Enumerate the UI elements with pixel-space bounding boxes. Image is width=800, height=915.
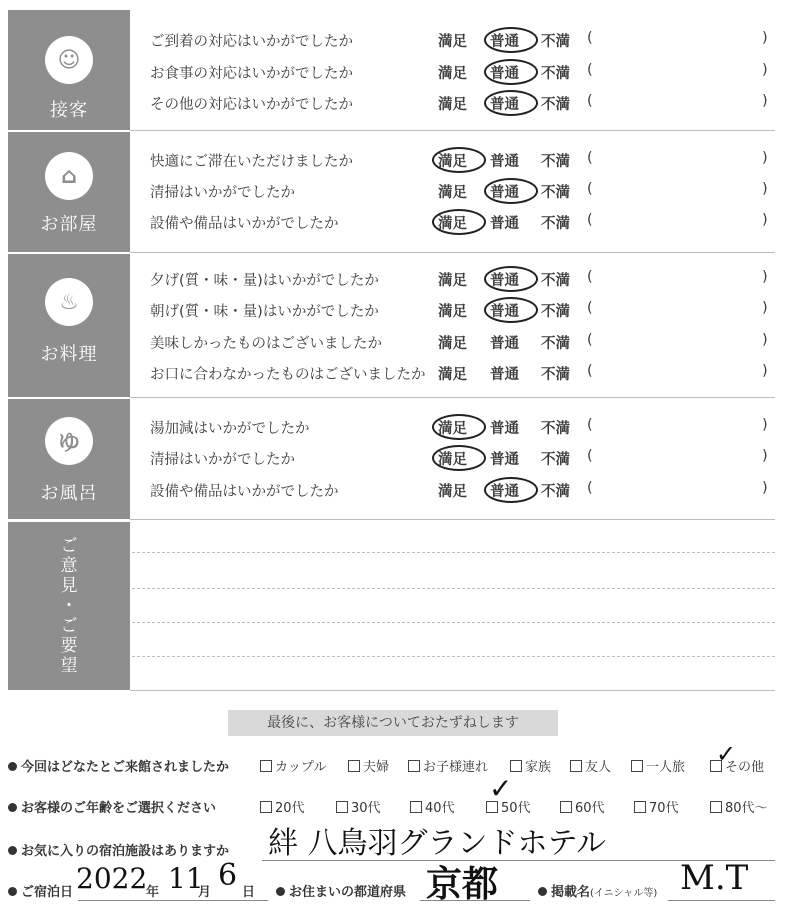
section-reception-header	[8, 10, 130, 130]
hand-drawn-circle	[432, 414, 486, 440]
choice-satisfied[interactable]: 満足	[438, 97, 467, 113]
choice-satisfied[interactable]: 満足	[438, 216, 467, 232]
option-checkbox[interactable]: 30代	[336, 797, 381, 816]
choice-dissatisfied[interactable]: 不満	[541, 336, 570, 352]
open-paren: (	[587, 300, 593, 316]
option-checkbox[interactable]: 50代	[486, 797, 531, 816]
question-text: その他の対応はいかがでしたか	[150, 97, 353, 113]
choice-normal[interactable]: 普通	[490, 66, 519, 82]
checkbox-icon[interactable]	[560, 801, 572, 813]
survey-row	[150, 150, 775, 174]
close-paren: )	[762, 417, 768, 433]
survey-row	[150, 62, 775, 86]
question-text: 清掃はいかがでしたか	[150, 185, 295, 201]
open-paren: (	[587, 363, 593, 379]
question-text: お食事の対応はいかがでしたか	[150, 66, 353, 82]
option-checkbox[interactable]: 家族	[510, 756, 551, 775]
hand-drawn-circle	[484, 477, 538, 503]
checkbox-icon[interactable]	[408, 760, 420, 772]
option-checkbox[interactable]: 一人旅	[631, 756, 685, 775]
option-checkbox[interactable]: カップル	[260, 756, 326, 775]
choice-dissatisfied[interactable]: 不満	[541, 484, 570, 500]
close-paren: )	[762, 448, 768, 464]
close-paren: )	[762, 150, 768, 166]
hand-drawn-circle	[484, 90, 538, 116]
person-icon: ☺	[45, 36, 93, 84]
choice-dissatisfied[interactable]: 不満	[541, 421, 570, 437]
choice-dissatisfied[interactable]: 不満	[541, 66, 570, 82]
choice-normal[interactable]: 普通	[490, 34, 519, 50]
question-text: 清掃はいかがでしたか	[150, 452, 295, 468]
section-room-header	[8, 132, 130, 252]
option-checkbox[interactable]: 夫婦	[348, 756, 389, 775]
choice-dissatisfied[interactable]: 不満	[541, 97, 570, 113]
meal-icon: ♨	[45, 278, 93, 326]
survey-row	[150, 93, 775, 117]
check-mark: ✓	[716, 740, 737, 768]
survey-row	[150, 30, 775, 54]
option-checkbox[interactable]: 80代〜	[710, 797, 768, 816]
date-question: ご宿泊日	[8, 881, 73, 900]
open-paren: (	[587, 480, 593, 496]
hand-drawn-circle	[484, 59, 538, 85]
choice-satisfied[interactable]: 満足	[438, 421, 467, 437]
open-paren: (	[587, 332, 593, 348]
question-text: 設備や備品はいかがでしたか	[150, 484, 339, 500]
open-paren: (	[587, 62, 593, 78]
choice-dissatisfied[interactable]: 不満	[541, 367, 570, 383]
checkbox-icon[interactable]	[336, 801, 348, 813]
open-paren: (	[587, 212, 593, 228]
close-paren: )	[762, 181, 768, 197]
date-month[interactable]: 11	[168, 862, 204, 895]
hand-drawn-circle	[432, 147, 486, 173]
survey-row	[150, 212, 775, 236]
choice-normal[interactable]: 普通	[490, 452, 519, 468]
section-bath-header	[8, 399, 130, 519]
date-day[interactable]: 6	[218, 858, 238, 893]
prefecture-answer[interactable]: 京都	[426, 863, 499, 905]
option-checkbox[interactable]: 20代	[260, 797, 305, 816]
close-paren: )	[762, 30, 768, 46]
section-meal-header	[8, 254, 130, 397]
question-text: 湯加減はいかがでしたか	[150, 421, 310, 437]
question-text: ご到着の対応はいかがでしたか	[150, 34, 353, 50]
option-checkbox[interactable]: 70代	[634, 797, 679, 816]
choice-dissatisfied[interactable]: 不満	[541, 185, 570, 201]
checkbox-icon[interactable]	[710, 801, 722, 813]
section-title: お部屋	[40, 214, 98, 235]
choice-normal[interactable]: 普通	[490, 154, 519, 170]
close-paren: )	[762, 480, 768, 496]
answer-line	[78, 900, 268, 901]
hand-drawn-circle	[432, 209, 486, 235]
hand-drawn-circle	[484, 178, 538, 204]
visit-question: 今回はどなたとご来館されましたか	[8, 756, 229, 775]
choice-normal[interactable]: 普通	[490, 216, 519, 232]
room-icon: ⌂	[45, 152, 93, 200]
choice-normal[interactable]: 普通	[490, 336, 519, 352]
choice-normal[interactable]: 普通	[490, 185, 519, 201]
question-text: お口に合わなかったものはございましたか	[150, 367, 426, 383]
comment-line[interactable]	[132, 588, 775, 589]
age-question: お客様のご年齢をご選択ください	[8, 797, 216, 816]
comment-line[interactable]	[132, 656, 775, 657]
check-mark: ✓	[489, 772, 513, 805]
hand-drawn-circle	[484, 27, 538, 53]
option-checkbox[interactable]: 60代	[560, 797, 605, 816]
close-paren: )	[762, 62, 768, 78]
comment-line[interactable]	[132, 552, 775, 553]
checkbox-icon[interactable]	[260, 801, 272, 813]
answer-line	[668, 900, 775, 901]
open-paren: (	[587, 30, 593, 46]
choice-dissatisfied[interactable]: 不満	[541, 452, 570, 468]
date-year[interactable]: 2022	[76, 862, 148, 895]
survey-row	[150, 417, 775, 441]
close-paren: )	[762, 212, 768, 228]
open-paren: (	[587, 181, 593, 197]
section-title: お料理	[40, 344, 98, 365]
checkbox-icon[interactable]	[410, 801, 422, 813]
choice-satisfied[interactable]: 満足	[438, 452, 467, 468]
closing-banner: 最後に、お客様についておたずねします	[228, 710, 558, 736]
choice-satisfied[interactable]: 満足	[438, 154, 467, 170]
survey-row	[150, 448, 775, 472]
question-text: 朝げ(質・味・量)はいかがでしたか	[150, 304, 379, 320]
open-paren: (	[587, 93, 593, 109]
comments-header: ご 意 見 ・ ご 要 望	[8, 522, 130, 690]
comment-line[interactable]	[132, 622, 775, 623]
question-text: 快適にご滞在いただけましたか	[150, 154, 353, 170]
survey-row	[150, 363, 775, 387]
option-checkbox[interactable]: 40代	[410, 797, 455, 816]
question-text: 設備や備品はいかがでしたか	[150, 216, 339, 232]
choice-satisfied[interactable]: 満足	[438, 304, 467, 320]
choice-normal[interactable]: 普通	[490, 484, 519, 500]
choice-satisfied[interactable]: 満足	[438, 34, 467, 50]
option-checkbox[interactable]: お子様連れ	[408, 756, 488, 775]
choice-satisfied[interactable]: 満足	[438, 367, 467, 383]
choice-satisfied[interactable]: 満足	[438, 185, 467, 201]
question-text: 美味しかったものはございましたか	[150, 336, 382, 352]
hot-spring-icon: ゆ	[45, 417, 93, 465]
survey-row	[150, 269, 775, 293]
initial-answer[interactable]: M.T	[680, 858, 749, 898]
option-checkbox[interactable]: その他	[710, 756, 764, 775]
open-paren: (	[587, 269, 593, 285]
choice-satisfied[interactable]: 満足	[438, 273, 467, 289]
checkbox-icon[interactable]	[348, 760, 360, 772]
open-paren: (	[587, 150, 593, 166]
choice-normal[interactable]: 普通	[490, 421, 519, 437]
survey-row	[150, 181, 775, 205]
choice-satisfied[interactable]: 満足	[438, 336, 467, 352]
initial-question: 掲載名(イニシャル等)	[538, 881, 657, 900]
open-paren: (	[587, 417, 593, 433]
close-paren: )	[762, 269, 768, 285]
day-label: 日	[242, 885, 256, 900]
checkbox-icon[interactable]	[570, 760, 582, 772]
year-label: 年	[146, 885, 160, 900]
choice-dissatisfied[interactable]: 不満	[541, 34, 570, 50]
hand-drawn-circle	[484, 297, 538, 323]
section-title: 接客	[50, 100, 88, 121]
prefecture-question: お住まいの都道府県	[276, 881, 406, 900]
choice-normal[interactable]: 普通	[490, 304, 519, 320]
hand-drawn-circle	[484, 266, 538, 292]
favorite-question: お気に入りの宿泊施設はありますか	[8, 840, 229, 859]
hand-drawn-circle	[432, 445, 486, 471]
survey-row	[150, 300, 775, 324]
survey-row	[150, 332, 775, 356]
choice-dissatisfied[interactable]: 不満	[541, 304, 570, 320]
choice-satisfied[interactable]: 満足	[438, 66, 467, 82]
open-paren: (	[587, 448, 593, 464]
favorite-answer[interactable]: 絆 八鳥羽グランドホテル	[268, 826, 607, 861]
month-label: 月	[198, 885, 212, 900]
close-paren: )	[762, 300, 768, 316]
survey-row	[150, 480, 775, 504]
choice-dissatisfied[interactable]: 不満	[541, 216, 570, 232]
checkbox-icon[interactable]	[631, 760, 643, 772]
choice-normal[interactable]: 普通	[490, 273, 519, 289]
close-paren: )	[762, 332, 768, 348]
question-text: 夕げ(質・味・量)はいかがでしたか	[150, 273, 379, 289]
divider	[130, 690, 775, 691]
checkbox-icon[interactable]	[634, 801, 646, 813]
checkbox-icon[interactable]	[510, 760, 522, 772]
option-checkbox[interactable]: 友人	[570, 756, 611, 775]
choice-satisfied[interactable]: 満足	[438, 484, 467, 500]
choice-normal[interactable]: 普通	[490, 97, 519, 113]
choice-dissatisfied[interactable]: 不満	[541, 273, 570, 289]
choice-dissatisfied[interactable]: 不満	[541, 154, 570, 170]
section-title: お風呂	[40, 483, 98, 504]
choice-normal[interactable]: 普通	[490, 367, 519, 383]
close-paren: )	[762, 363, 768, 379]
close-paren: )	[762, 93, 768, 109]
checkbox-icon[interactable]	[260, 760, 272, 772]
